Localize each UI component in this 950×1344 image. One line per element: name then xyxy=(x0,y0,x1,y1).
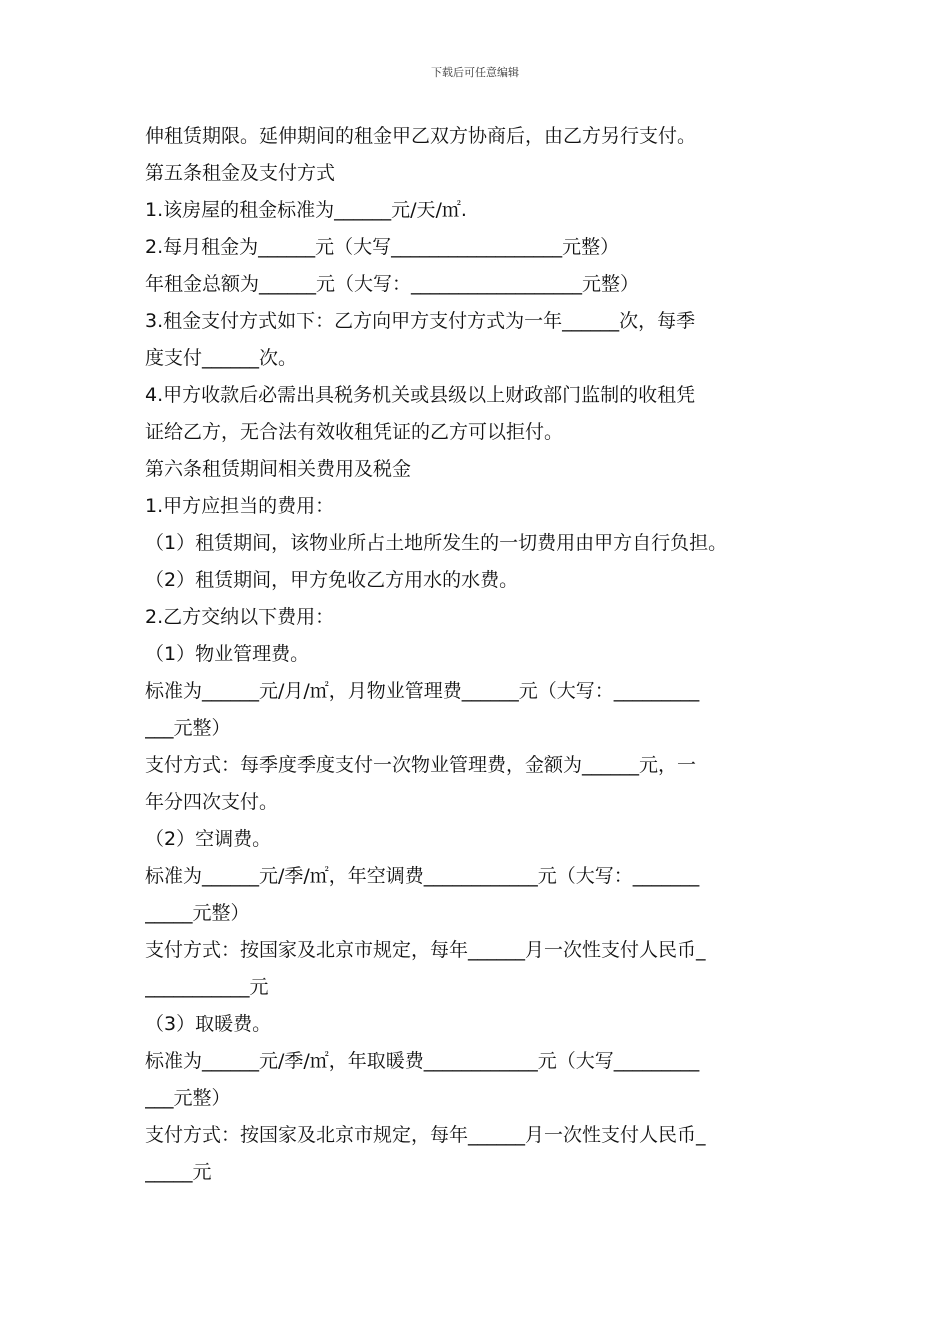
text-line: 2.每月租金为______元（大写__________________元整） xyxy=(145,236,620,258)
document-body xyxy=(145,118,825,1191)
text-line: 标准为______元/季/㎡，年取暖费____________元（大写_________ xyxy=(145,1050,700,1072)
text-line: 2.乙方交纳以下费用： xyxy=(145,606,335,628)
text-line: _____元整） xyxy=(145,902,250,924)
text-line: 伸租赁期限。延伸期间的租金甲乙双方协商后，由乙方另行支付。 xyxy=(145,125,697,147)
text-line: 年租金总额为______元（大写：__________________元整） xyxy=(145,273,640,295)
text-line: （1）租赁期间，该物业所占土地所发生的一切费用由甲方自行负担。 xyxy=(145,532,728,554)
section-heading: 第六条租赁期间相关费用及税金 xyxy=(145,458,412,480)
text-line: （3）取暖费。 xyxy=(145,1013,272,1035)
text-line: （1）物业管理费。 xyxy=(145,643,310,665)
text-line: 支付方式：按国家及北京市规定，每年______月一次性支付人民币_ xyxy=(145,939,706,961)
text-line: 4.甲方收款后必需出具税务机关或县级以上财政部门监制的收租凭 xyxy=(145,384,696,406)
text-line: _____元 xyxy=(145,1161,212,1183)
text-line: 支付方式：每季度季度支付一次物业管理费，金额为______元，一 xyxy=(145,754,697,776)
text-line: 年分四次支付。 xyxy=(145,791,279,813)
section-heading: 第五条租金及支付方式 xyxy=(145,162,336,184)
text-line: 证给乙方，无合法有效收租凭证的乙方可以拒付。 xyxy=(145,421,564,443)
text-line: 1.该房屋的租金标准为______元/天/㎡. xyxy=(145,199,467,221)
page-header-note: 下载后可任意编辑 xyxy=(431,66,519,79)
text-line: 支付方式：按国家及北京市规定，每年______月一次性支付人民币_ xyxy=(145,1124,706,1146)
text-line: 度支付______次。 xyxy=(145,347,298,369)
text-line: ___元整） xyxy=(145,717,231,739)
text-line: 1.甲方应担当的费用： xyxy=(145,495,335,517)
text-line: 标准为______元/季/㎡，年空调费____________元（大写：_______ xyxy=(145,865,700,887)
text-line: ___________元 xyxy=(145,976,269,998)
text-line: 标准为______元/月/㎡，月物业管理费______元（大写：_________ xyxy=(145,680,700,702)
text-line: ___元整） xyxy=(145,1087,231,1109)
text-line: （2）租赁期间，甲方免收乙方用水的水费。 xyxy=(145,569,519,591)
text-line: （2）空调费。 xyxy=(145,828,272,850)
text-line: 3.租金支付方式如下：乙方向甲方支付方式为一年______次，每季 xyxy=(145,310,696,332)
